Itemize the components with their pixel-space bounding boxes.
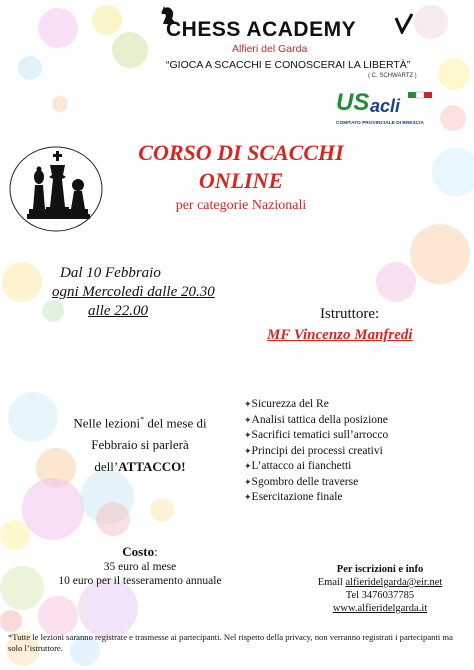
schedule-weekly: ogni Mercoledì dalle 20.30	[52, 284, 215, 300]
cost-monthly: 35 euro al mese	[103, 560, 177, 573]
lessons-attack: ATTACCO!	[118, 459, 186, 475]
course-title-line2: ONLINE	[198, 168, 284, 193]
usacli-logo-mark	[336, 86, 434, 116]
contact-title: Per iscrizioni e info	[336, 564, 424, 575]
usacli-caption: COMITATO PROVINCIALE DI BRESCIA	[336, 121, 424, 126]
topic-item: ✦ Sgombro delle traverse	[244, 475, 454, 491]
topic-item: ✦ L’attacco ai fianchetti	[244, 459, 454, 475]
lessons-text	[40, 409, 240, 478]
instructor-label: Istruttore:	[320, 306, 380, 322]
lessons-text-end: del mese di	[144, 415, 207, 431]
schedule-start-date: Dal 10 Febbraio	[60, 265, 161, 281]
topic-item: ✦ Principi dei processi creativi	[244, 444, 454, 460]
cost-membership: 10 euro per il tesseramento annuale	[58, 575, 222, 587]
course-subtitle: per categorie Nazionali	[175, 198, 307, 213]
contact-phone: Tel 3476037785	[345, 590, 415, 601]
contact-block	[300, 563, 460, 615]
schedule-end-time: alle 22.00	[88, 303, 148, 319]
lessons-line3	[40, 456, 240, 478]
motto-author: ( C. SCHWARTZ )	[368, 73, 417, 79]
instructor-name: MF Vincenzo Manfredi	[267, 327, 413, 343]
topic-item: ✦ Sicurezza del Re	[244, 397, 454, 413]
lessons-line1	[40, 409, 240, 434]
topic-item: ✦ Sacrifici tematici sull’arrocco	[244, 428, 454, 444]
chess-pieces-image	[8, 145, 104, 233]
lessons-text-start: Nelle lezioni	[73, 415, 141, 431]
lessons-line3-prefix: dell’	[94, 459, 119, 475]
lessons-line2: Febbraio si parlerà	[91, 437, 189, 453]
academy-subtitle: Alfieri del Garda	[232, 43, 308, 55]
cost-colon: :	[154, 544, 158, 559]
cost-label-line	[40, 545, 240, 560]
svg-text:acli: acli	[370, 96, 401, 116]
cost-label: Costo	[122, 544, 155, 559]
topics-list	[244, 397, 454, 506]
contact-email-label: Email	[317, 577, 346, 588]
check-mark-icon	[392, 12, 414, 34]
contact-email-link[interactable]: alfieridelgarda@eir.net	[345, 577, 443, 588]
topic-item: ✦ Esercitazione finale	[244, 490, 454, 506]
cost-block	[40, 545, 240, 589]
academy-title: CHESS ACADEMY	[166, 18, 357, 41]
contact-email-line	[300, 576, 460, 589]
svg-text:US: US	[336, 89, 370, 116]
footnote: *Tutte le lezioni saranno registrate e trasmesse ai partecipanti. Nel rispetto della privacy, non verranno registrati i partecipanti ma solo l’istruttore.	[8, 632, 453, 653]
course-title-line1: CORSO DI SCACCHI	[138, 140, 344, 165]
lessons-asterisk: *	[140, 415, 145, 424]
academy-motto: “GIOCA A SCACCHI E CONOSCERAI LA LIBERTÀ”	[166, 59, 411, 71]
usacli-logo	[336, 86, 434, 124]
contact-website-link[interactable]: www.alfieridelgarda.it	[332, 603, 428, 614]
topic-item: ✦ Analisi tattica della posizione	[244, 413, 454, 429]
